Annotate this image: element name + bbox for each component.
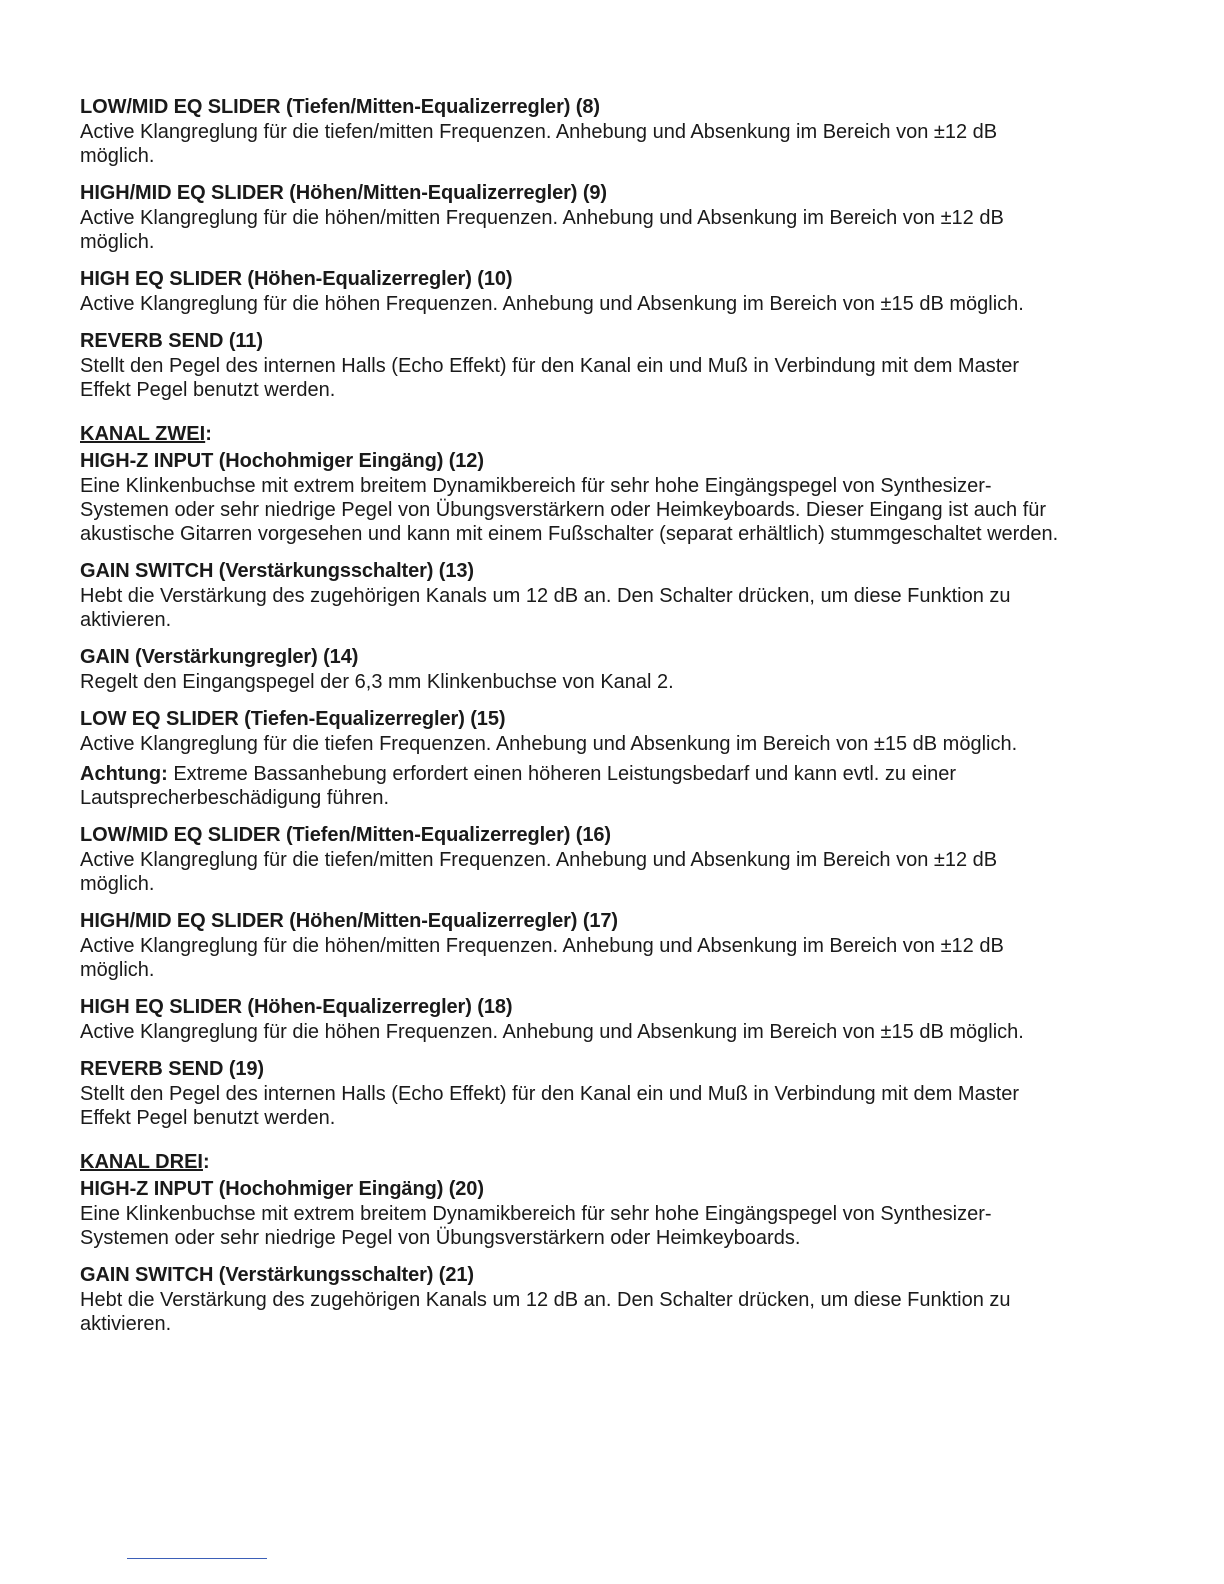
section-text: Regelt den Eingangspegel der 6,3 mm Klinkenbuchse von Kanal 2. — [80, 671, 674, 693]
section-text: Active Klangreglung für die höhen Frequenzen. Anhebung und Absenkung im Bereich von ±15 dB möglich. — [80, 293, 1024, 315]
section-high-eq-18 — [80, 995, 1080, 1044]
section-high-z-input-20 — [80, 1177, 1080, 1250]
section-heading: GAIN SWITCH (Verstärkungsschalter) (13) — [80, 560, 474, 582]
kanal-zwei-title-row — [80, 415, 1080, 449]
kanal-drei-colon: : — [202, 1151, 210, 1173]
section-gain-switch-21 — [80, 1263, 1080, 1336]
section-text: Eine Klinkenbuchse mit extrem breitem Dynamikbereich für sehr hohe Eingängspegel von Synthesizer-Systemen oder sehr niedrige Pegel von Übungsverstärkern oder Heimkeyboards. Dieser Eingang ist auch für akustische Gitarren vorgesehen und kann mit einem Fußschalter (separat erhältlich) stummgeschaltet werden. — [80, 475, 1059, 545]
section-text: Active Klangreglung für die höhen/mitten Frequenzen. Anhebung und Absenkung im Bereich von ±12 dB möglich. — [80, 207, 1004, 253]
warning-label: Achtung: — [80, 763, 168, 785]
section-text: Active Klangreglung für die tiefen/mitten Frequenzen. Anhebung und Absenkung im Bereich von ±12 dB möglich. — [80, 849, 998, 895]
kanal-drei-title: KANAL DREI — [80, 1151, 203, 1173]
section-heading: HIGH EQ SLIDER (Höhen-Equalizerregler) (18) — [80, 996, 513, 1018]
warning-text: Extreme Bassanhebung erfordert einen höheren Leistungsbedarf und kann evtl. zu einer Lautsprecherbeschädigung führen. — [80, 763, 957, 809]
section-gain-switch-13 — [80, 559, 1080, 632]
section-text: Active Klangreglung für die höhen Frequenzen. Anhebung und Absenkung im Bereich von ±15 dB möglich. — [80, 1021, 1024, 1043]
section-text: Active Klangreglung für die höhen/mitten Frequenzen. Anhebung und Absenkung im Bereich von ±12 dB möglich. — [80, 935, 1004, 981]
section-text: Hebt die Verstärkung des zugehörigen Kanals um 12 dB an. Den Schalter drücken, um diese Funktion zu aktivieren. — [80, 1289, 1011, 1335]
section-high-mid-eq-17 — [80, 909, 1080, 982]
kanal-drei-title-row — [80, 1143, 1080, 1177]
section-reverb-send-11 — [80, 329, 1080, 402]
section-heading: REVERB SEND (19) — [80, 1058, 264, 1080]
section-heading: HIGH-Z INPUT (Hochohmiger Eingäng) (12) — [80, 450, 484, 472]
section-text: Stellt den Pegel des internen Halls (Echo Effekt) für den Kanal ein und Muß in Verbindung mit dem Master Effekt Pegel benutzt werden. — [80, 355, 1020, 401]
section-high-mid-eq-9 — [80, 181, 1080, 254]
section-heading: GAIN SWITCH (Verstärkungsschalter) (21) — [80, 1264, 474, 1286]
section-heading: HIGH EQ SLIDER (Höhen-Equalizerregler) (10) — [80, 268, 513, 290]
section-text: Active Klangreglung für die tiefen Frequenzen. Anhebung und Absenkung im Bereich von ±15 dB möglich. — [80, 733, 1018, 755]
section-text: Hebt die Verstärkung des zugehörigen Kanals um 12 dB an. Den Schalter drücken, um diese Funktion zu aktivieren. — [80, 585, 1011, 631]
section-low-eq-15 — [80, 707, 1080, 810]
footer-rule — [127, 1558, 267, 1559]
section-low-mid-eq-16 — [80, 823, 1080, 896]
section-text: Stellt den Pegel des internen Halls (Echo Effekt) für den Kanal ein und Muß in Verbindung mit dem Master Effekt Pegel benutzt werden. — [80, 1083, 1020, 1129]
section-heading: REVERB SEND (11) — [80, 330, 263, 352]
section-heading: LOW EQ SLIDER (Tiefen-Equalizerregler) (15) — [80, 708, 506, 730]
section-text: Eine Klinkenbuchse mit extrem breitem Dynamikbereich für sehr hohe Eingängspegel von Synthesizer-Systemen oder sehr niedrige Pegel von Übungsverstärkern oder Heimkeyboards. — [80, 1203, 992, 1249]
section-gain-14 — [80, 645, 1080, 694]
section-low-mid-eq-8 — [80, 95, 1080, 168]
section-high-eq-10 — [80, 267, 1080, 316]
warning-note — [80, 762, 1040, 810]
section-heading: HIGH/MID EQ SLIDER (Höhen/Mitten-Equalizerregler) (9) — [80, 182, 607, 204]
section-high-z-input-12 — [80, 449, 1080, 546]
kanal-zwei-colon: : — [205, 423, 212, 445]
section-text: Active Klangreglung für die tiefen/mitten Frequenzen. Anhebung und Absenkung im Bereich von ±12 dB möglich. — [80, 121, 998, 167]
section-heading: LOW/MID EQ SLIDER (Tiefen/Mitten-Equalizerregler) (16) — [80, 824, 611, 846]
section-heading: GAIN (Verstärkungregler) (14) — [80, 646, 359, 668]
section-reverb-send-19 — [80, 1057, 1080, 1130]
kanal-zwei-title: KANAL ZWEI — [80, 423, 206, 445]
manual-page — [80, 95, 1080, 1349]
section-heading: HIGH/MID EQ SLIDER (Höhen/Mitten-Equalizerregler) (17) — [80, 910, 618, 932]
section-heading: HIGH-Z INPUT (Hochohmiger Eingäng) (20) — [80, 1178, 484, 1200]
section-heading: LOW/MID EQ SLIDER (Tiefen/Mitten-Equalizerregler) (8) — [80, 96, 600, 118]
